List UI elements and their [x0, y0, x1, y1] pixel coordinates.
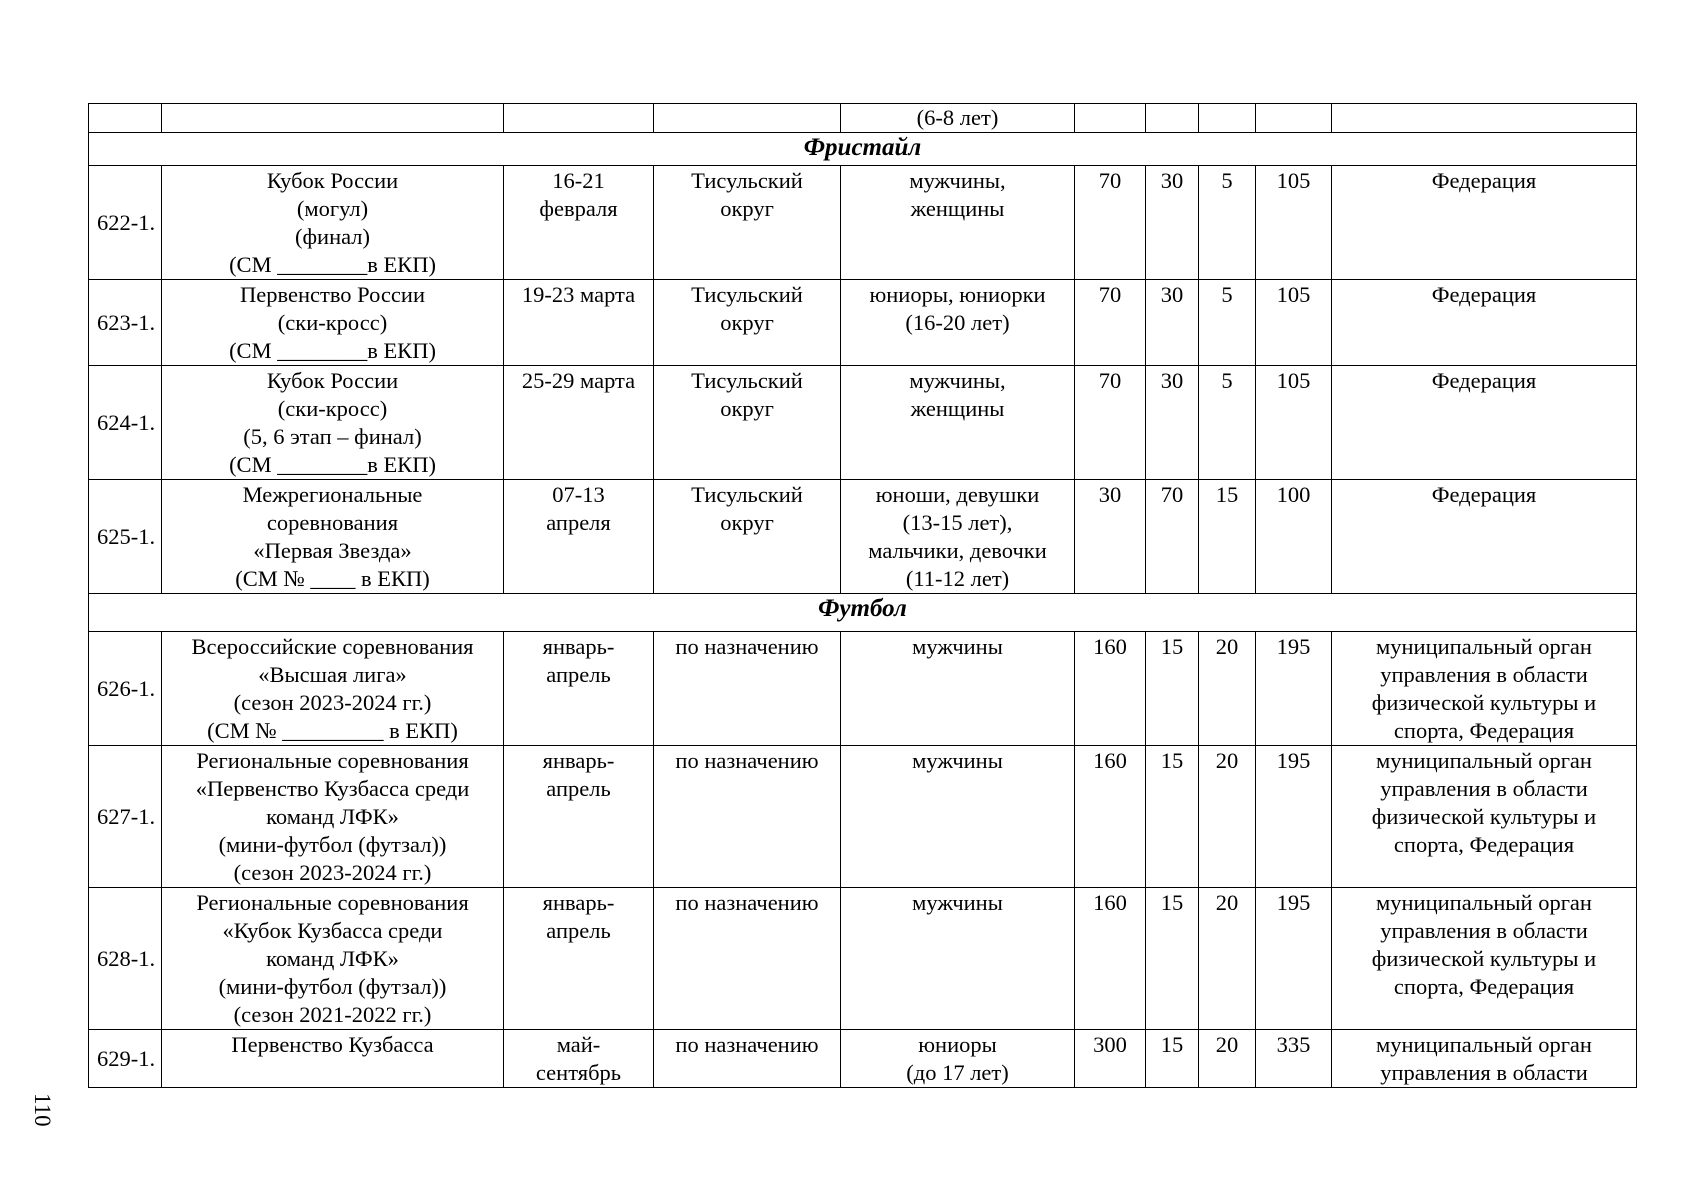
dates-cell: 07-13 апреля — [504, 480, 654, 594]
participants-cell: юноши, девушки (13-15 лет), мальчики, девочки (11-12 лет) — [841, 480, 1075, 594]
participants-cell: мужчины — [841, 888, 1075, 1030]
total-cell: 105 — [1256, 366, 1332, 480]
table-row — [89, 1030, 1637, 1088]
count-cell-2: 15 — [1146, 632, 1199, 746]
section-title: Фристайл — [89, 133, 1637, 166]
table-row — [89, 480, 1637, 594]
total-cell: 195 — [1256, 888, 1332, 1030]
dates-cell: январь- апрель — [504, 632, 654, 746]
count-cell-3: 20 — [1199, 632, 1256, 746]
organizer-cell: муниципальный орган управления в области физической культуры и спорта, Федерация — [1332, 746, 1637, 888]
organizer-cell: муниципальный орган управления в области — [1332, 1030, 1637, 1088]
event-name-cell: Региональные соревнования «Кубок Кузбасса среди команд ЛФК» (мини-футбол (футзал)) (сезон 2021-2022 гг.) — [162, 888, 504, 1030]
count-cell-1: 70 — [1075, 366, 1146, 480]
table-row — [89, 166, 1637, 280]
dates-cell: май- сентябрь — [504, 1030, 654, 1088]
dates-cell: 16-21 февраля — [504, 166, 654, 280]
count-cell-1: 160 — [1075, 746, 1146, 888]
section-row — [89, 594, 1637, 632]
venue-cell: по назначению — [654, 1030, 841, 1088]
table-row — [89, 104, 1637, 133]
dates-cell — [504, 104, 654, 133]
count-cell-3: 5 — [1199, 166, 1256, 280]
participants-cell: (6-8 лет) — [841, 104, 1075, 133]
table-row — [89, 280, 1637, 366]
count-cell-3: 5 — [1199, 366, 1256, 480]
count-cell-2: 15 — [1146, 1030, 1199, 1088]
row-number-cell: 624-1. — [89, 366, 162, 480]
total-cell — [1256, 104, 1332, 133]
events-table-body — [89, 104, 1637, 1088]
event-name-cell: Кубок России (могул) (финал) (СМ ________в ЕКП) — [162, 166, 504, 280]
dates-cell: январь- апрель — [504, 888, 654, 1030]
total-cell: 195 — [1256, 632, 1332, 746]
row-number-cell: 623-1. — [89, 280, 162, 366]
venue-cell — [654, 104, 841, 133]
row-number-cell: 627-1. — [89, 746, 162, 888]
dates-cell: январь- апрель — [504, 746, 654, 888]
count-cell-3: 20 — [1199, 1030, 1256, 1088]
venue-cell: по назначению — [654, 888, 841, 1030]
organizer-cell: Федерация — [1332, 366, 1637, 480]
dates-cell: 25-29 марта — [504, 366, 654, 480]
section-row — [89, 133, 1637, 166]
table-row — [89, 888, 1637, 1030]
count-cell-2: 70 — [1146, 480, 1199, 594]
event-name-cell: Всероссийские соревнования «Высшая лига» (сезон 2023-2024 гг.) (СМ № _________ в ЕКП) — [162, 632, 504, 746]
organizer-cell: муниципальный орган управления в области физической культуры и спорта, Федерация — [1332, 632, 1637, 746]
count-cell-3: 5 — [1199, 280, 1256, 366]
dates-cell: 19-23 марта — [504, 280, 654, 366]
participants-cell: мужчины, женщины — [841, 166, 1075, 280]
row-number-cell: 626-1. — [89, 632, 162, 746]
row-number-cell: 622-1. — [89, 166, 162, 280]
venue-cell: Тисульский округ — [654, 166, 841, 280]
count-cell-2 — [1146, 104, 1199, 133]
participants-cell: мужчины — [841, 746, 1075, 888]
total-cell: 100 — [1256, 480, 1332, 594]
event-name-cell: Кубок России (ски-кросс) (5, 6 этап – финал) (СМ ________в ЕКП) — [162, 366, 504, 480]
participants-cell: юниоры, юниорки (16-20 лет) — [841, 280, 1075, 366]
count-cell-2: 30 — [1146, 166, 1199, 280]
count-cell-3: 20 — [1199, 888, 1256, 1030]
count-cell-2: 15 — [1146, 746, 1199, 888]
count-cell-3: 20 — [1199, 746, 1256, 888]
organizer-cell: Федерация — [1332, 280, 1637, 366]
organizer-cell: Федерация — [1332, 166, 1637, 280]
event-name-cell — [162, 104, 504, 133]
event-name-cell: Первенство России (ски-кросс) (СМ ________в ЕКП) — [162, 280, 504, 366]
organizer-cell: Федерация — [1332, 480, 1637, 594]
participants-cell: мужчины — [841, 632, 1075, 746]
count-cell-1: 160 — [1075, 888, 1146, 1030]
organizer-cell: муниципальный орган управления в области физической культуры и спорта, Федерация — [1332, 888, 1637, 1030]
venue-cell: по назначению — [654, 632, 841, 746]
row-number-cell: 625-1. — [89, 480, 162, 594]
count-cell-3: 15 — [1199, 480, 1256, 594]
venue-cell: Тисульский округ — [654, 280, 841, 366]
venue-cell: Тисульский округ — [654, 366, 841, 480]
event-name-cell: Первенство Кузбасса — [162, 1030, 504, 1088]
total-cell: 195 — [1256, 746, 1332, 888]
participants-cell: мужчины, женщины — [841, 366, 1075, 480]
page-number: 110 — [30, 1093, 55, 1127]
count-cell-1: 160 — [1075, 632, 1146, 746]
venue-cell: Тисульский округ — [654, 480, 841, 594]
row-number-cell: 629-1. — [89, 1030, 162, 1088]
table-row — [89, 366, 1637, 480]
count-cell-2: 15 — [1146, 888, 1199, 1030]
section-title: Футбол — [89, 594, 1637, 632]
total-cell: 335 — [1256, 1030, 1332, 1088]
count-cell-2: 30 — [1146, 280, 1199, 366]
events-table — [88, 103, 1637, 1088]
count-cell-1: 300 — [1075, 1030, 1146, 1088]
count-cell-1: 30 — [1075, 480, 1146, 594]
row-number-cell — [89, 104, 162, 133]
organizer-cell — [1332, 104, 1637, 133]
row-number-cell: 628-1. — [89, 888, 162, 1030]
count-cell-2: 30 — [1146, 366, 1199, 480]
count-cell-1: 70 — [1075, 280, 1146, 366]
count-cell-1: 70 — [1075, 166, 1146, 280]
event-name-cell: Межрегиональные соревнования «Первая Звезда» (СМ № ____ в ЕКП) — [162, 480, 504, 594]
total-cell: 105 — [1256, 280, 1332, 366]
total-cell: 105 — [1256, 166, 1332, 280]
count-cell-1 — [1075, 104, 1146, 133]
table-row — [89, 632, 1637, 746]
table-row — [89, 746, 1637, 888]
participants-cell: юниоры (до 17 лет) — [841, 1030, 1075, 1088]
venue-cell: по назначению — [654, 746, 841, 888]
count-cell-3 — [1199, 104, 1256, 133]
schedule-document — [88, 103, 1636, 1088]
event-name-cell: Региональные соревнования «Первенство Кузбасса среди команд ЛФК» (мини-футбол (футзал)) (сезон 2023-2024 гг.) — [162, 746, 504, 888]
